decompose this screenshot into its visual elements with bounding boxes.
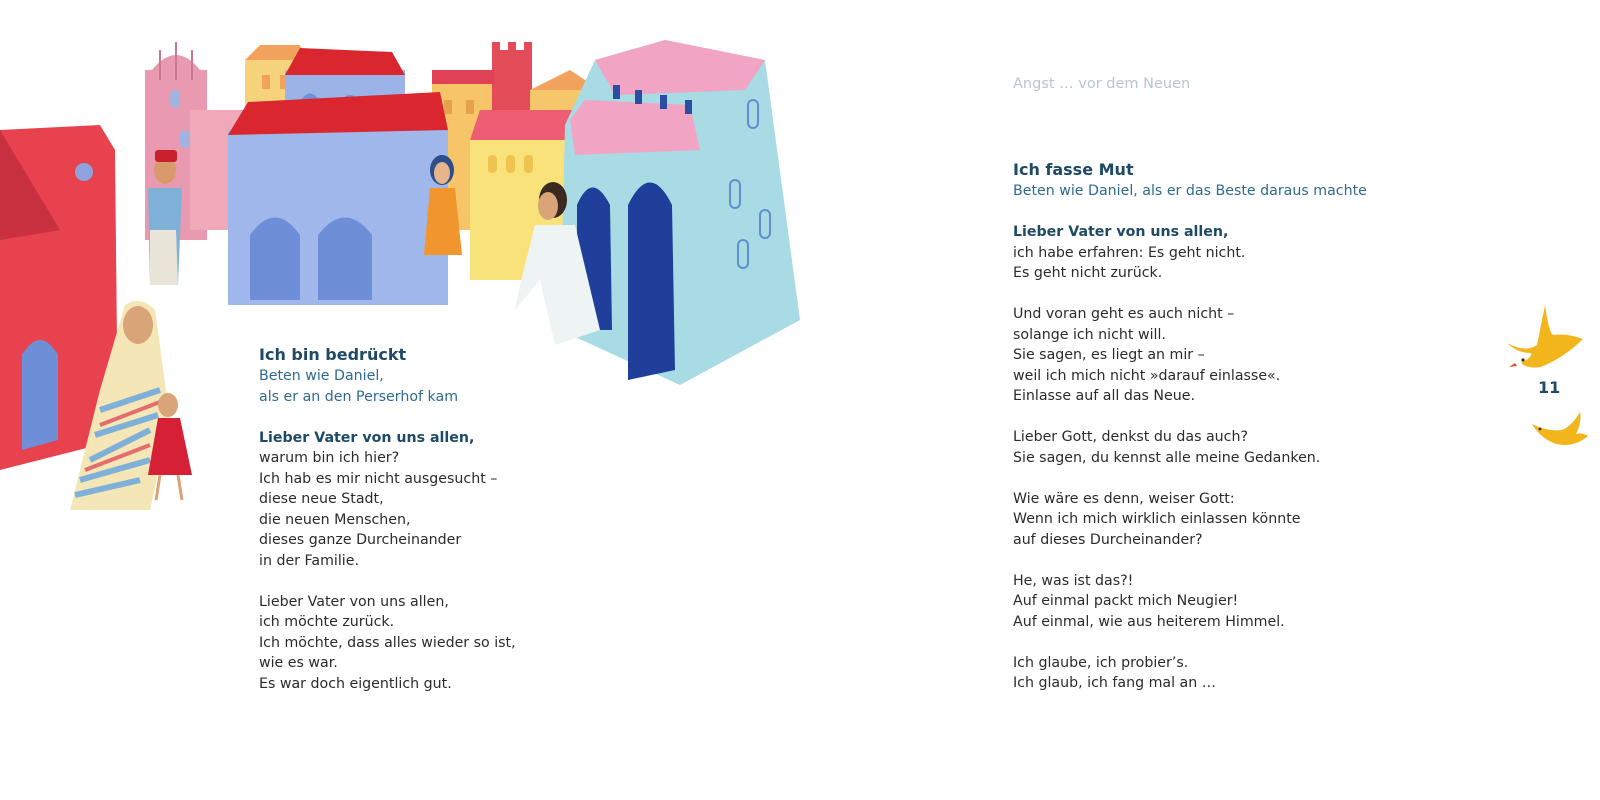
poem-line: weil ich mich nicht »darauf einlasse«. [1013, 367, 1281, 384]
poem-line: ich habe erfahren: Es geht nicht. [1013, 244, 1246, 261]
poem-line: warum bin ich hier? [259, 450, 400, 466]
poem-subtitle-line: Beten wie Daniel, als er das Beste daraus machte [1013, 183, 1367, 199]
poem-line: Sie sagen, du kennst alle meine Gedanken. [1013, 449, 1321, 466]
poem-title: Ich bin bedrückt [259, 345, 407, 364]
poem-line: Lieber Vater von uns allen, [259, 593, 449, 610]
poem-line: Es war doch eigentlich gut. [259, 675, 452, 692]
poem-subtitle-line: als er an den Perserhof kam [259, 388, 459, 405]
poem-line: Wenn ich mich wirklich einlassen könnte [1013, 511, 1301, 527]
poem-line: solange ich nicht will. [1013, 326, 1166, 343]
poem-left [259, 344, 679, 694]
poem-line: Auf einmal packt mich Neugier! [1013, 593, 1239, 609]
poem-line: in der Familie. [259, 552, 359, 569]
poem-address: Lieber Vater von uns allen, [259, 429, 475, 446]
poem-line: die neuen Menschen, [259, 511, 411, 528]
poem-line: Ich möchte, dass alles wieder so ist, [259, 634, 516, 651]
poem-line: wie es war. [259, 655, 338, 671]
poem-right [1013, 159, 1473, 694]
poem-address: Lieber Vater von uns allen, [1013, 224, 1229, 240]
poem-line: Ich glaube, ich probier’s. [1013, 654, 1189, 671]
running-head: Angst … vor dem Neuen [1013, 76, 1191, 92]
poem-line: Wie wäre es denn, weiser Gott: [1013, 490, 1235, 507]
poem-line: Es geht nicht zurück. [1013, 265, 1163, 281]
poem-line: auf dieses Durcheinander? [1013, 531, 1203, 548]
bird-icon-flying [1505, 305, 1585, 375]
poem-line: dieses ganze Durcheinander [259, 532, 462, 548]
poem-line: ich möchte zurück. [259, 614, 395, 630]
poem-line: Auf einmal, wie aus heiterem Himmel. [1013, 613, 1285, 630]
poem-line: He, was ist das?! [1013, 572, 1134, 589]
bird-icon-resting [1530, 410, 1592, 450]
poem-title: Ich fasse Mut [1013, 160, 1134, 179]
turquoise-tower [560, 40, 800, 385]
poem-line: Und voran geht es auch nicht – [1013, 306, 1235, 322]
poem-line: Ich glaub, ich fang mal an … [1013, 675, 1216, 691]
poem-line: Sie sagen, es liegt an mir – [1013, 347, 1205, 363]
poem-line: Einlasse auf all das Neue. [1013, 388, 1196, 404]
poem-subtitle-line: Beten wie Daniel, [259, 368, 384, 384]
page-number: 11 [1538, 378, 1561, 397]
poem-line: Ich hab es mir nicht ausgesucht – [259, 470, 498, 487]
poem-line: diese neue Stadt, [259, 491, 384, 507]
poem-line: Lieber Gott, denkst du das auch? [1013, 429, 1248, 445]
